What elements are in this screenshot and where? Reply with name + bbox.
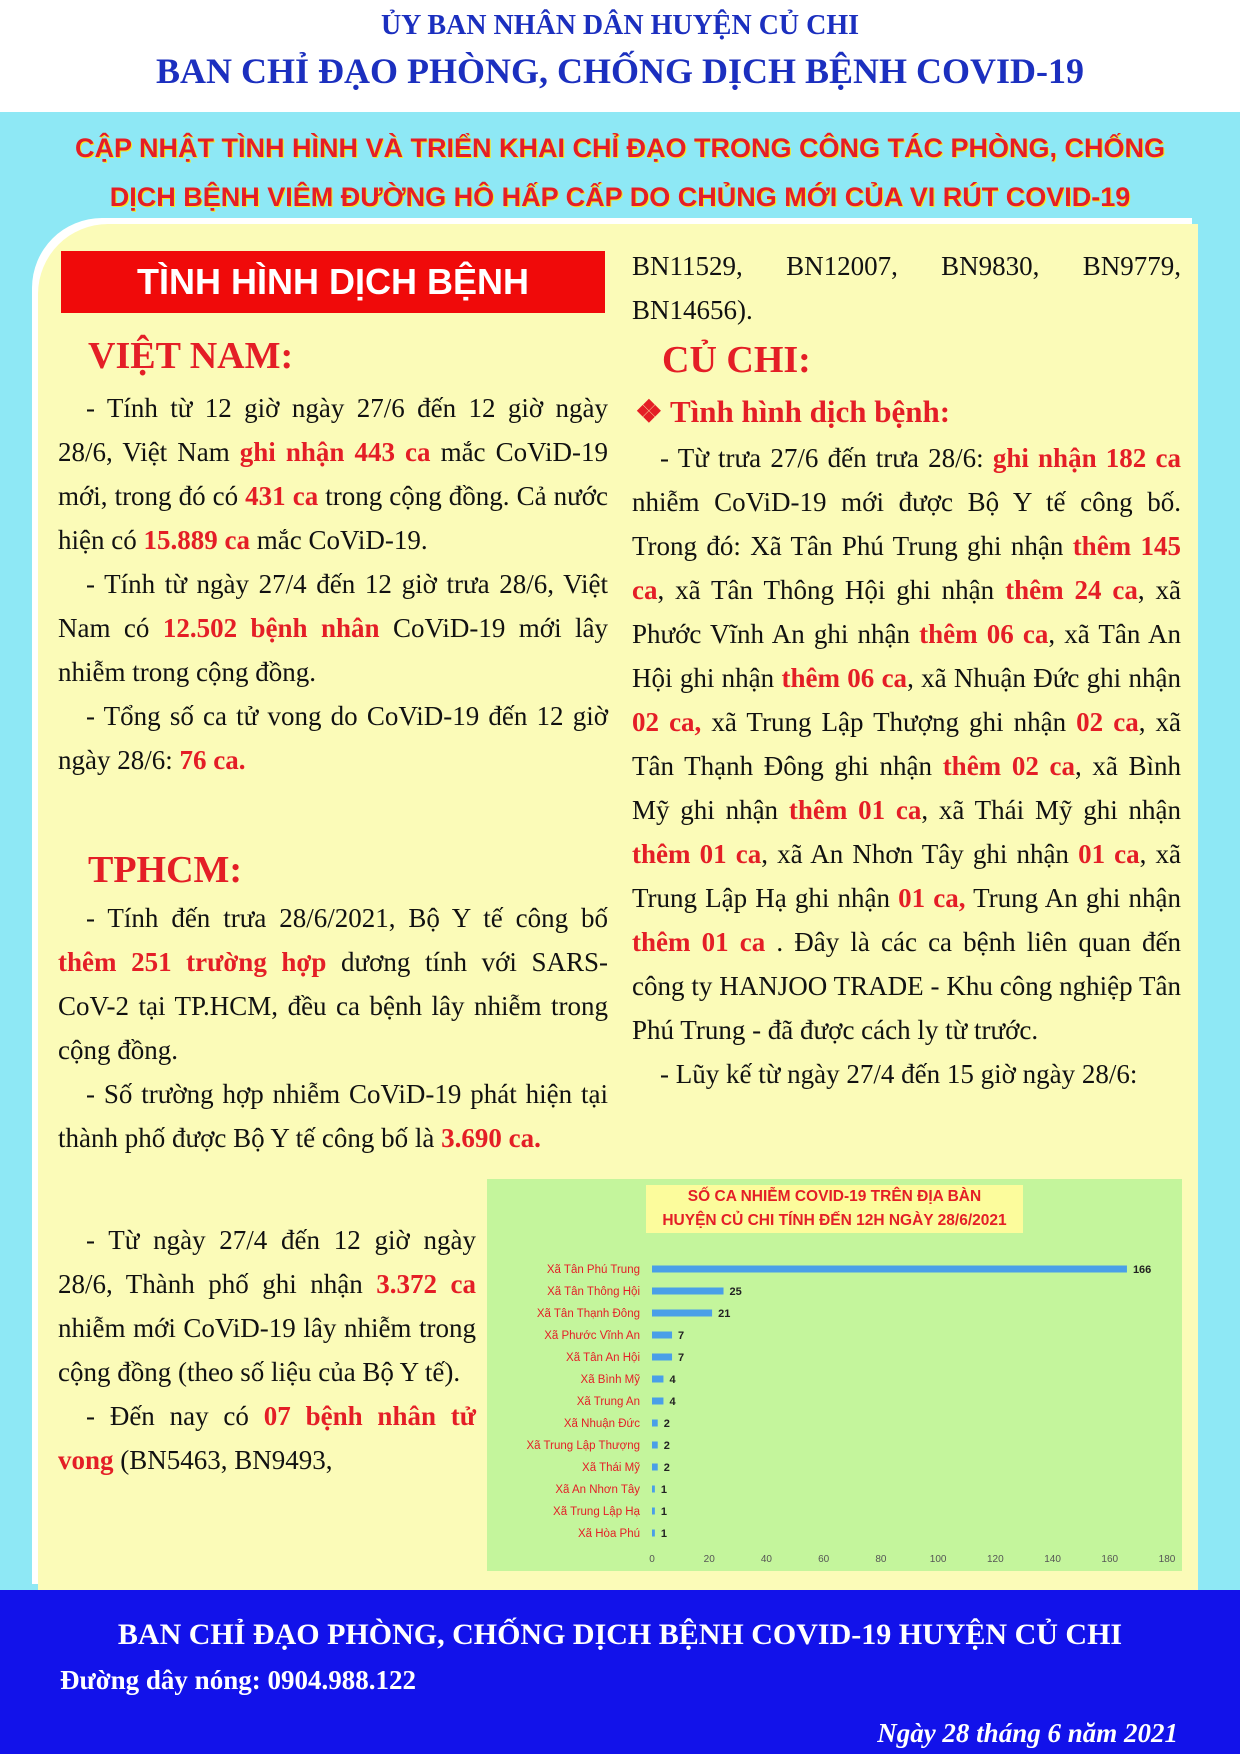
chart-category-label: Xã Tân An Hội [566, 1352, 640, 1364]
chart-tick-label: 180 [1158, 1554, 1176, 1565]
chart-value-label: 21 [718, 1308, 731, 1320]
chart-category-label: Xã Nhuận Đức [563, 1418, 640, 1430]
chart-bar [652, 1442, 658, 1449]
chart-tick-label: 0 [649, 1554, 655, 1565]
footer-date: Ngày 28 tháng 6 năm 2021 [877, 1718, 1178, 1748]
chart-value-label: 25 [729, 1286, 742, 1298]
chart-bar [652, 1530, 655, 1537]
chart-tick-label: 20 [703, 1554, 715, 1565]
chart-category-label: Xã Hòa Phú [577, 1528, 640, 1540]
cuchi-subheading-label: Tình hình dịch bệnh: [670, 394, 951, 429]
chart-category-label: Xã Tân Thông Hội [547, 1286, 640, 1298]
chart-value-label: 7 [678, 1352, 685, 1364]
chart-value-label: 1 [660, 1528, 667, 1540]
chart-tick-label: 40 [760, 1554, 773, 1565]
page-header [0, 0, 1240, 112]
chart-tick-label: 60 [818, 1554, 830, 1565]
chart-bar [652, 1486, 655, 1493]
vietnam-paragraph: - Tổng số ca tử vong do CoViD-19 đến 12 giờ ngày 28/6: 76 ca. [58, 701, 608, 775]
chart-bar [652, 1332, 672, 1339]
chart-tick-label: 140 [1044, 1554, 1061, 1565]
tphcm-paragraph: - Từ ngày 27/4 đến 12 giờ ngày 28/6, Thành phố ghi nhận 3.372 ca nhiễm mới CoViD-19 lây nhiễm trong cộng đồng (theo số liệu của Bộ Y tế). [58, 1225, 477, 1387]
chart-category-label: Xã Trung Lập Hạ [553, 1506, 640, 1518]
right-column-top [632, 244, 1181, 332]
chart-bar [652, 1354, 672, 1361]
cuchi-paragraph: - Từ trưa 27/6 đến trưa 28/6: ghi nhận 182 ca nhiễm CoViD-19 mới được Bộ Y tế công bố. Trong đó: Xã Tân Phú Trung ghi nhận thêm 145 ca, xã Tân Thông Hội ghi nhận thêm 24 ca, xã Phước Vĩnh An ghi nhận thêm 06 ca, xã Tân An Hội ghi nhận thêm 06 ca, xã Nhuận Đức ghi nhận 02 ca, xã Trung Lập Thượng ghi nhận 02 ca, xã Tân Thạnh Đông ghi nhận thêm 02 ca, xã Bình Mỹ ghi nhận thêm 01 ca, xã Thái Mỹ ghi nhận thêm 01 ca, xã An Nhơn Tây ghi nhận 01 ca, xã Trung Lập Hạ ghi nhận 01 ca, Trung An ghi nhận thêm 01 ca . Đây là các ca bệnh liên quan đến công ty HANJOO TRADE - Khu công nghiệp Tân Phú Trung - đã được cách ly từ trước. [632, 443, 1182, 1045]
footer-hotline: Đường dây nóng: 0904.988.122 [60, 1665, 416, 1695]
chart-category-label: Xã Phước Vĩnh An [544, 1330, 640, 1342]
chart-tick-label: 100 [929, 1554, 947, 1565]
chart-value-label: 2 [663, 1418, 670, 1430]
cuchi-paragraph: - Lũy kế từ ngày 27/4 đến 15 giờ ngày 28/6: [660, 1059, 1138, 1089]
tphcm-paragraph: - Số trường hợp nhiễm CoViD-19 phát hiện tại thành phố được Bộ Y tế công bố là 3.690 ca. [58, 1079, 608, 1153]
footer-committee: BAN CHỈ ĐẠO PHÒNG, CHỐNG DỊCH BỆNH COVID-19 HUYỆN CỦ CHI [117, 1618, 1123, 1651]
tphcm-heading: TPHCM: [88, 849, 243, 891]
chart-bar [652, 1398, 663, 1405]
chart-bar [652, 1288, 724, 1295]
chart-value-label: 2 [663, 1440, 670, 1452]
cuchi-text [632, 436, 1181, 1096]
cuchi-subheading [635, 394, 950, 430]
chart-category-label: Xã An Nhơn Tây [555, 1484, 640, 1496]
chart-bar [652, 1464, 658, 1471]
chart-title-text: SỐ CA NHIỄM COVID-19 TRÊN ĐỊA BÀN HUYỆN CỦ CHI TÍNH ĐẾN 12H NGÀY 28/6/2021 [646, 1185, 1022, 1233]
vietnam-heading: VIỆT NAM: [88, 335, 294, 377]
chart-value-label: 4 [669, 1396, 676, 1408]
tphcm-text-upper [58, 896, 608, 1160]
bulletin-title-line2: DỊCH BỆNH VIÊM ĐƯỜNG HÔ HẤP CẤP DO CHỦNG MỚI CỦA VI RÚT COVID-19 [109, 182, 1131, 212]
chart-value-label: 1 [660, 1484, 667, 1496]
diamond-bullet-icon: ❖ [635, 394, 663, 429]
chart-value-label: 7 [678, 1330, 685, 1342]
vietnam-text [58, 386, 608, 782]
chart-tick-label: 120 [986, 1554, 1004, 1565]
cases-chart [487, 1179, 1182, 1571]
vietnam-paragraph: - Tính từ 12 giờ ngày 27/6 đến 12 giờ ngày 28/6, Việt Nam ghi nhận 443 ca mắc CoViD-19 mới, trong đó có 431 ca trong cộng đồng. Cả nước hiện có 15.889 ca mắc CoViD-19. [58, 393, 609, 555]
bulletin-title [0, 124, 1240, 222]
chart-category-label: Xã Trung Lập Thượng [526, 1440, 640, 1452]
tphcm-paragraph: - Đến nay có 07 bệnh nhân tử vong (BN5463, BN9493, [58, 1401, 476, 1475]
header-organization: ỦY BAN NHÂN DÂN HUYỆN CỦ CHI [380, 10, 860, 41]
tphcm-text-lower [58, 1218, 476, 1482]
chart-tick-label: 80 [875, 1554, 887, 1565]
chart-category-label: Xã Thái Mỹ [582, 1462, 640, 1474]
tphcm-paragraph: - Tính đến trưa 28/6/2021, Bộ Y tế công bố thêm 251 trường hợp dương tính với SARS-CoV-2 tại TP.HCM, đều ca bệnh lây nhiễm trong cộng đồng. [58, 903, 608, 1065]
chart-category-label: Xã Bình Mỹ [580, 1374, 640, 1386]
chart-bar [652, 1376, 663, 1383]
cuchi-heading: CỦ CHI: [662, 339, 811, 381]
chart-bar [652, 1420, 658, 1427]
chart-value-label: 166 [1132, 1264, 1152, 1276]
chart-bar [652, 1266, 1127, 1273]
vietnam-paragraph: - Tính từ ngày 27/4 đến 12 giờ trưa 28/6, Việt Nam có 12.502 bệnh nhân CoViD-19 mới lây nhiễm trong cộng đồng. [58, 569, 608, 687]
chart-category-label: Xã Trung An [576, 1396, 640, 1408]
chart-value-label: 1 [660, 1506, 667, 1518]
chart-plot [487, 1179, 1182, 1571]
chart-bar [652, 1508, 655, 1515]
bulletin-title-line1: CẬP NHẬT TÌNH HÌNH VÀ TRIỂN KHAI CHỈ ĐẠO TRONG CÔNG TÁC PHÒNG, CHỐNG [74, 133, 1165, 163]
section-title: TÌNH HÌNH DỊCH BỆNH [61, 251, 605, 313]
header-committee: BAN CHỈ ĐẠO PHÒNG, CHỐNG DỊCH BỆNH COVID-19 [155, 51, 1085, 91]
chart-category-label: Xã Tân Thạnh Đông [536, 1308, 640, 1320]
death-case-list: BN11529, BN12007, BN9830, BN9779, BN14656). [632, 251, 1181, 325]
chart-bar [652, 1310, 712, 1317]
chart-tick-label: 160 [1101, 1554, 1119, 1565]
chart-value-label: 4 [669, 1374, 676, 1386]
chart-category-label: Xã Tân Phú Trung [546, 1264, 640, 1276]
chart-value-label: 2 [663, 1462, 670, 1474]
